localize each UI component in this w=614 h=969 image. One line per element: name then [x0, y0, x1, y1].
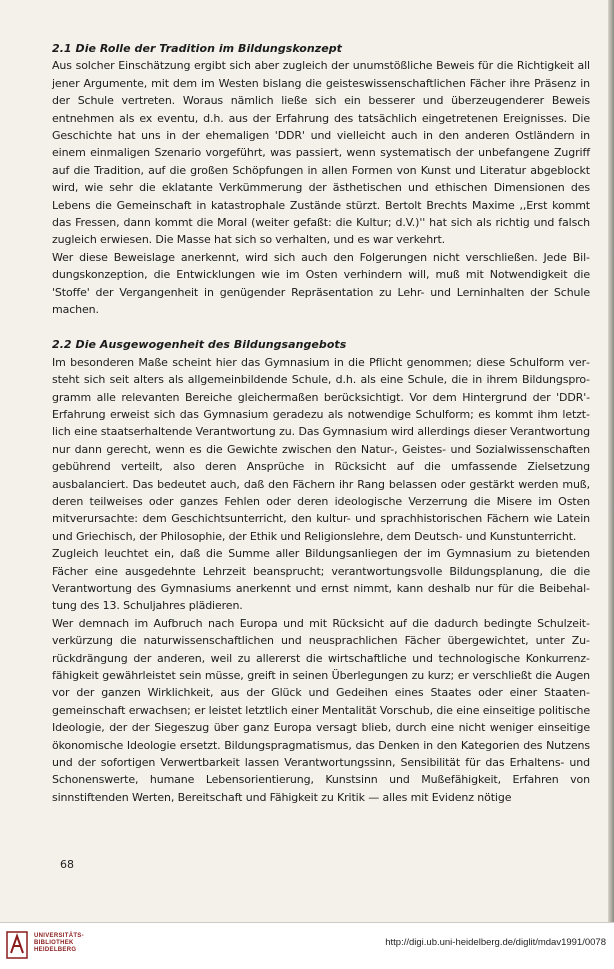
- library-name-line: BIBLIOTHEK: [34, 940, 74, 946]
- library-name-line: UNIVERSITÄTS-: [34, 933, 84, 939]
- library-name-line: HEIDELBERG: [34, 947, 77, 953]
- paragraph: Zugleich leuchtet ein, daß die Summe aller Bildungsanliegen der im Gymnasium zu bietenden Fächer eine ausgedehnte Lehrzeit beansprucht; verantwortungsvolle Bildungsplanung, die die Verantwortung des Gymnasiums anerkennt und ernst nimmt, kann deshalb nur für die Beibehaltung des 13. Schuljahres plädieren.: [52, 547, 590, 613]
- paragraph: Wer diese Beweislage anerkennt, wird sich auch den Folgerungen nicht verschließen. Jede Bildungskonzeption, die Entwicklungen wie im Osten verhindern will, muß mit Notwendigkeit die 'Stoffe' der Vergangenheit in genügender Repräsentation zu Lehr- und Lerninhalten der Schule machen.: [52, 250, 590, 316]
- digitization-footer: [0, 922, 614, 969]
- paragraph: Wer demnach im Aufbruch nach Europa und mit Rücksicht auf die dadurch bedingte Schulzeitverkürzung die naturwissenschaftlichen und neusprachlichen Fächer übergewichtet, unter Zurückdrängung der anderen, weil zu allererst die wirtschaftliche und technologische Konkurrenzfähigkeit gewährleistet sein müsse, greift in seinen Überlegungen zu kurz; er verschließt die Augen vor der ganzen Wirklichkeit, aus der Glück und Gedeihen eines Staates oder einer Staatengemeinschaft erwachsen; er leistet letztlich einer Mentalität Vorschub, die eine einseitige politische Ideologie, der der Siegeszug über ganz Europa versagt blieb, durch eine nicht weniger einseitige ökonomische Ideologie ersetzt. Bildungspragmatismus, das Denken in den Kategorien des Nutzens und der sofortigen Verwertbarkeit lassen Verantwortungssinn, Sensibilität für das Erhaltens- und Schonenswerte, humane Lebensorientierung, Kunstsinn und Mußefähigkeit, Erfahren von sinnstiftenden Werten, Bereitschaft und Fähigkeit zu Kritik — alles mit Evidenz nötige: [52, 616, 590, 804]
- paragraph: Aus solcher Einschätzung ergibt sich aber zugleich der unumstößliche Beweis für die Richtigkeit all jener Argumente, mit dem im Westen bislang die geisteswissenschaftlichen Fächer ihre Präsenz in der Schule vertreten. Woraus nämlich ließe sich ein besserer und überzeugenderer Beweis entnehmen als ex eventu, d.h. aus der Erfahrung des tatsächlich eingetretenen Ereignisses. Die Geschichte hat uns in der ehemaligen 'DDR' und vielleicht auch in den anderen Ostländern in einem einmaligen Szenario vorgeführt, was passiert, wenn systematisch der unbefangene Zugriff auf die Tradition, auf die großen Schöpfungen in allen Formen von Kunst und Literatur abgeblockt wird, wie sehr die eklatante Verkümmerung der ästhetischen und ethischen Dimensionen des Lebens die Gemeinschaft in katastrophale Zustände stürzt. Bertolt Brechts Maxime ,,Erst kommt das Fressen, dann kommt die Moral (weiter gefaßt: die Kultur; d.V.)'' hat sich als richtig und falsch zugleich erwiesen. Die Masse hat sich so verhalten, und es war verkehrt.: [52, 59, 590, 247]
- section-heading-ausgewogenheit: 2.2 Die Ausgewogenheit des Bildungsangebots: [52, 338, 347, 352]
- page-number: 68: [60, 858, 74, 871]
- document-page: [52, 40, 590, 806]
- section-heading-tradition: 2.1 Die Rolle der Tradition im Bildungskonzept: [52, 42, 342, 55]
- paragraph: Im besonderen Maße scheint hier das Gymnasium in die Pflicht genommen; diese Schulform versteht sich seit alters als allgemeinbildende Schule, d.h. als eine Schule, die in ihrem Bildungsprogramm alle relevanten Bereiche gleichermaßen berücksichtigt. Vor dem Hintergrund der 'DDR'-Erfahrung erweist sich das Gymnasium geradezu als notwendige Schulform; es kommt ihm letztlich eine staatserhaltende Verantwortung zu. Das Gymnasium wird allerdings dieser Verantwortung nur dann gerecht, wenn es die Gewichte zwischen den Natur-, Geistes- und Sozialwissenschaften gebührend verteilt, also deren Ansprüche in Rücksicht auf die umfassende Zielsetzung ausbalanciert. Das bedeutet auch, daß den Fächern ihr Rang belassen oder gestärkt werden muß, deren teilweises oder ganzes Fehlen oder deren ideologische Verzerrung die Misere im Osten mitverursachte: dem Geschichtsunterricht, den kultur- und sprachhistorischen Fächern wie Latein und Griechisch, der Philosophie, der Ethik und Religionslehre, dem Deutsch- und Kunstunterricht.: [52, 355, 590, 543]
- university-library-logo-icon: [6, 931, 28, 959]
- source-url-link[interactable]: http://digi.ub.uni-heidelberg.de/diglit/mdav1991/0078: [385, 937, 606, 948]
- scan-edge-shadow: [608, 0, 614, 968]
- library-name: [34, 933, 84, 954]
